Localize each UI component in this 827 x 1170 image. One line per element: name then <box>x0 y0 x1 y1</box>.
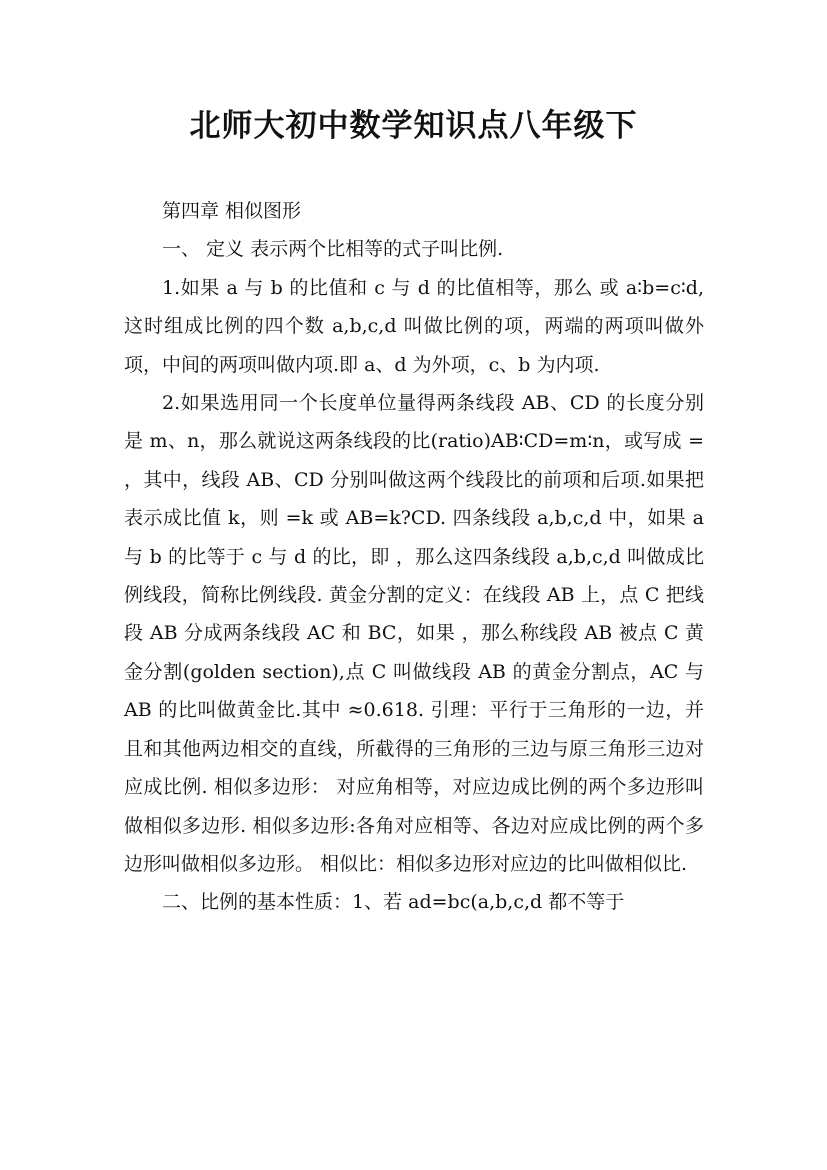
body-paragraph: 一、 定义 表示两个比相等的式子叫比例. <box>162 238 504 261</box>
body-paragraph: 2.如果选用同一个长度单位量得两条线段 AB、CD 的长度分别是 m、n，那么就说这两条线段的比(ratio)AB∶CD=m∶n，或写成 = ，其中，线段 AB、CD 分别叫做这两个线段比的前项和后项.如果把 表示成比值 k，则 =k 或 AB=k?CD. 四条线段 a,b,c,d 中，如果 a 与 b 的比等于 c 与 d 的比，即 ，那么这四条线段 a,b,c,d 叫做成比例线段，简称比例线段. 黄金分割的定义：在线段 AB 上，点 C 把线段 AB 分成两条线段 AC 和 BC，如果 ，那么称线段 AB 被点 C 黄金分割(golden section),点 C 叫做线段 AB 的黄金分割点，AC 与 AB 的比叫做黄金比.其中 ≈0.618. 引理：平行于三角形的一边，并且和其他两边相交的直线，所截得的三角形的三边与原三角形三边对应成比例. 相似多边形： 对应角相等，对应边成比例的两个多边形叫做相似多边形. 相似多边形:各角对应相等、各边对应成比例的两个多边形叫做相似多边形。 相似比：相似多边形对应边的比叫做相似比. <box>124 392 704 875</box>
chapter-heading: 第四章 相似图形 <box>162 200 302 222</box>
document-body <box>124 192 704 922</box>
body-paragraph: 二、比例的基本性质：1、若 ad=bc(a,b,c,d 都不等于 <box>162 891 625 914</box>
document-title: 北师大初中数学知识点八年级下 <box>189 108 638 144</box>
body-paragraph: 1.如果 a 与 b 的比值和 c 与 d 的比值相等，那么 或 a∶b=c∶d,这时组成比例的四个数 a,b,c,d 叫做比例的项，两端的两项叫做外项，中间的两项叫做内项.即 a、d 为外项，c、b 为内项. <box>124 276 704 376</box>
